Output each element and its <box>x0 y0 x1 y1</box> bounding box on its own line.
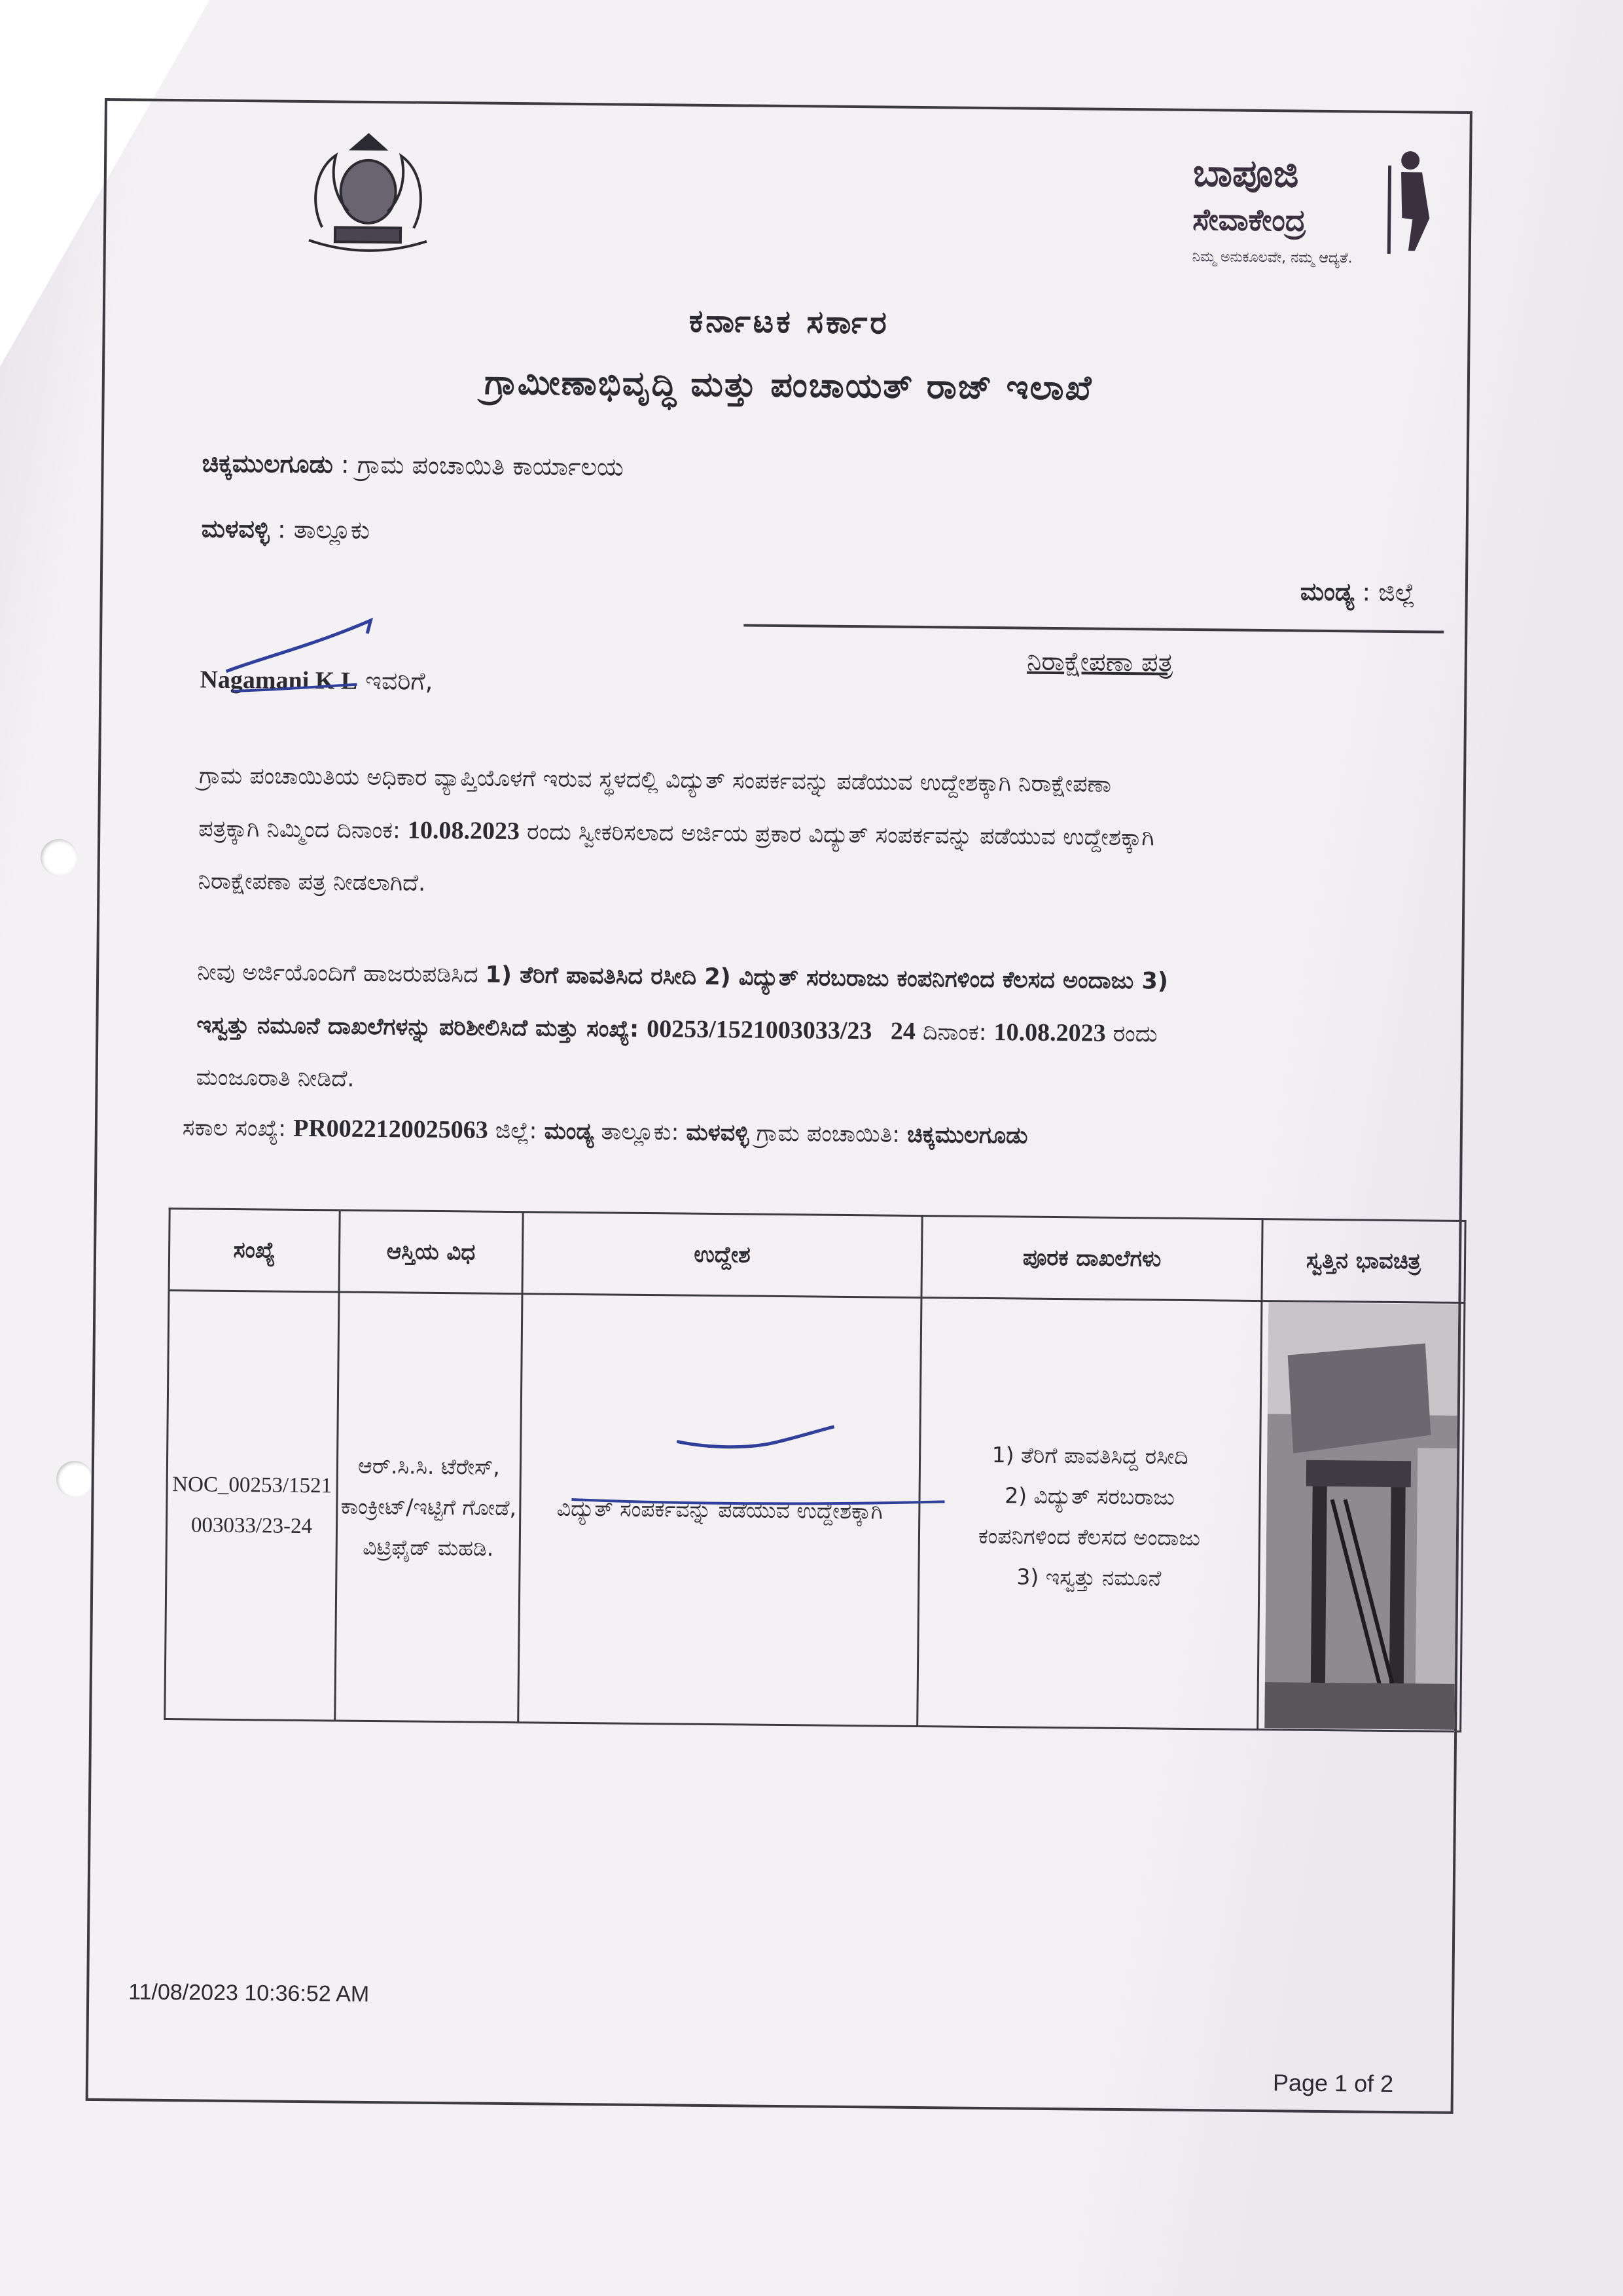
panchayat-office-line <box>202 448 624 482</box>
header-number: ಸಂಖ್ಯೆ <box>169 1209 340 1292</box>
para1-line1: ಗ್ರಾಮ ಪಂಚಾಯಿತಿಯ ಅಧಿಕಾರ ವ್ಯಾಪ್ತಿಯೊಳಗೆ ಇರುವ ಸ್ಥಳದಲ್ಲಿ ವಿದ್ಯುತ್ ಸಂಪರ್ಕವನ್ನು ಪಡೆಯುವ ಉದ್ದೇಶಕ್ಕಾಗಿ ನಿರಾಕ್ಷೇಪಣಾ <box>198 762 1112 798</box>
application-date: 10.08.2023 <box>407 816 520 846</box>
department-title: ಗ್ರಾಮೀಣಾಭಿವೃದ್ಧಿ ಮತ್ತು ಪಂಚಾಯತ್ ರಾಜ್ ಇಲಾಖೆ <box>484 363 1093 408</box>
punch-hole-top <box>41 839 77 876</box>
sakala-number: PR0022120025063 <box>293 1114 488 1144</box>
header-purpose: ಉದ್ದೇಶ <box>522 1212 922 1298</box>
table-header-row <box>169 1209 1465 1303</box>
para1-line3: ನಿರಾಕ್ಷೇಪಣಾ ಪತ್ರ ನೀಡಲಾಗಿದೆ. <box>198 868 426 897</box>
district-name: ಮಂಡ್ಯ <box>1300 577 1355 607</box>
document-item: 2) ವಿದ್ಯುತ್ ಸರಬರಾಜು <box>1004 1482 1175 1510</box>
timestamp: 11/08/2023 10:36:52 AM <box>128 1979 370 2007</box>
submitted-documents: 1) ತೆರಿಗೆ ಪಾವತಿಸಿದ ರಸೀದಿ 2) ವಿದ್ಯುತ್ ಸರಬರಾಜು ಕಂಪನಿಗಳಿಂದ ಕೆಲಸದ ಅಂದಾಜು 3) <box>485 961 1168 995</box>
title-divider <box>743 624 1444 633</box>
property-photo-icon <box>1264 1302 1458 1730</box>
recipient-suffix: ಇವರಿಗೆ, <box>357 666 433 696</box>
taluk-line <box>201 514 370 545</box>
approval-date: 10.08.2023 <box>993 1018 1106 1047</box>
district-suffix: : ಜಿಲ್ಲೆ <box>1354 577 1416 607</box>
para2-line2: ಇಸ್ವತ್ತು ನಮೂನೆ ದಾಖಲೆಗಳನ್ನು ಪರಿಶೀಲಿಸಿದೆ ಮತ್ತು ಸಂಖ್ಯೆ: 00253/1521003033/23 24 ದಿನಾಂಕ: 10.08.2023 ರಂದು <box>196 1012 1158 1048</box>
state-title: ಕರ್ನಾಟಕ ಸರ್ಕಾರ <box>688 302 890 342</box>
supporting-documents <box>918 1298 1262 1730</box>
taluk-suffix: : ತಾಲ್ಲೂಕು <box>269 514 370 545</box>
panchayat-name: ಚಿಕ್ಕಮುಲಗೂಡು <box>202 448 334 479</box>
taluk-name: ಮಳವಳ್ಳಿ <box>201 514 270 544</box>
para1-line2: ಪತ್ರಕ್ಕಾಗಿ ನಿಮ್ಮಿಂದ ದಿನಾಂಕ: 10.08.2023 ರಂದು ಸ್ವೀಕರಿಸಲಾದ ಅರ್ಜಿಯ ಪ್ರಕಾರ ವಿದ್ಯುತ್ ಸಂಪರ್ಕವನ್ನು ಪಡೆಯುವ ಉದ್ದೇಶಕ್ಕಾಗಿ <box>198 816 1154 852</box>
document-item: 1) ತೆರಿಗೆ ಪಾವತಿಸಿದ್ದ ರಸೀದಿ <box>991 1441 1188 1469</box>
document-item: ಕಂಪನಿಗಳಿಂದ ಕೆಲಸದ ಅಂದಾಜು <box>978 1522 1201 1551</box>
header-documents: ಪೂರಕ ದಾಖಲೆಗಳು <box>921 1216 1262 1301</box>
paragraph-approval <box>196 946 1454 1115</box>
punch-hole-bottom <box>56 1461 93 1498</box>
karnataka-emblem-icon <box>283 129 454 261</box>
para2-line1: ನೀವು ಅರ್ಜಿಯೊಂದಿಗೆ ಹಾಜರುಪಡಿಸಿದ 1) ತೆರಿಗೆ ಪಾವತಿಸಿದ ರಸೀದಿ 2) ವಿದ್ಯುತ್ ಸರಬರಾಜು ಕಂಪನಿಗಳಿಂದ ಕೆಲಸದ ಅಂದಾಜು 3) <box>196 959 1168 995</box>
para2-line3: ಮಂಜೂರಾತಿ ನೀಡಿದೆ. <box>196 1064 355 1092</box>
purpose: ವಿದ್ಯುತ್ ಸಂಪರ್ಕವನ್ನು ಪಡೆಯುವ ಉದ್ದೇಶಕ್ಕಾಗಿ <box>518 1294 921 1727</box>
sakala-line: ಸಕಾಲ ಸಂಖ್ಯೆ: PR0022120025063 ಜಿಲ್ಲೆ: ಮಂಡ್ಯ ತಾಲ್ಲೂಕು: ಮಳವಳ್ಳಿ ಗ್ರಾಮ ಪಂಚಾಯಿತಿ: ಚಿಕ್ಕಮುಲಗೂಡು <box>182 1114 1028 1149</box>
page-number: Page 1 of 2 <box>1272 2069 1394 2098</box>
approval-number: 00253/1521003033/23 24 <box>647 1015 916 1045</box>
bapuji-logo <box>1192 151 1474 291</box>
pen-tick-mark-name <box>219 606 390 699</box>
header-photo: ಸ್ವತ್ತಿನ ಭಾವಚಿತ್ರ <box>1262 1219 1465 1303</box>
pen-underline-purpose <box>565 1486 957 1516</box>
gandhi-figure-icon <box>1369 146 1449 258</box>
bapuji-logo-tagline: ನಿಮ್ಮ ಅನುಕೂಲವೇ, ನಮ್ಮ ಆದ್ಯತೆ. <box>1192 248 1353 267</box>
property-type: ಆರ್.ಸಿ.ಸಿ. ಟೆರೇಸ್, ಕಾಂಕ್ರೀಟ್/ಇಟ್ಟಿಗೆ ಗೋಡೆ, ವಿಟ್ರಿಫೈಡ್ ಮಹಡಿ. <box>335 1292 522 1723</box>
bapuji-logo-name: ಬಾಪೂಜಿ <box>1192 150 1299 196</box>
noc-number: NOC_00253/1521003033/23-24 <box>165 1291 339 1721</box>
paragraph-application <box>198 749 1455 919</box>
bapuji-logo-sub: ಸೇವಾಕೇಂದ್ರ <box>1192 201 1306 238</box>
recipient-name: Nagamani K L <box>200 666 358 695</box>
document-item: 3) ಇಸ್ವತ್ತು ನಮೂನೆ <box>1016 1563 1162 1591</box>
panchayat-suffix: : ಗ್ರಾಮ ಪಂಚಾಯಿತಿ ಕಾರ್ಯಾಲಯ <box>332 450 624 482</box>
document-frame <box>86 98 1472 2114</box>
document-title: ನಿರಾಕ್ಷೇಪಣಾ ಪತ್ರ <box>1026 646 1173 678</box>
pen-tick-mark-purpose <box>670 1422 867 1476</box>
photo-cell <box>1258 1301 1465 1732</box>
header-property-type: ಆಸ್ತಿಯ ವಿಧ <box>339 1210 523 1294</box>
district-line <box>1300 577 1416 608</box>
